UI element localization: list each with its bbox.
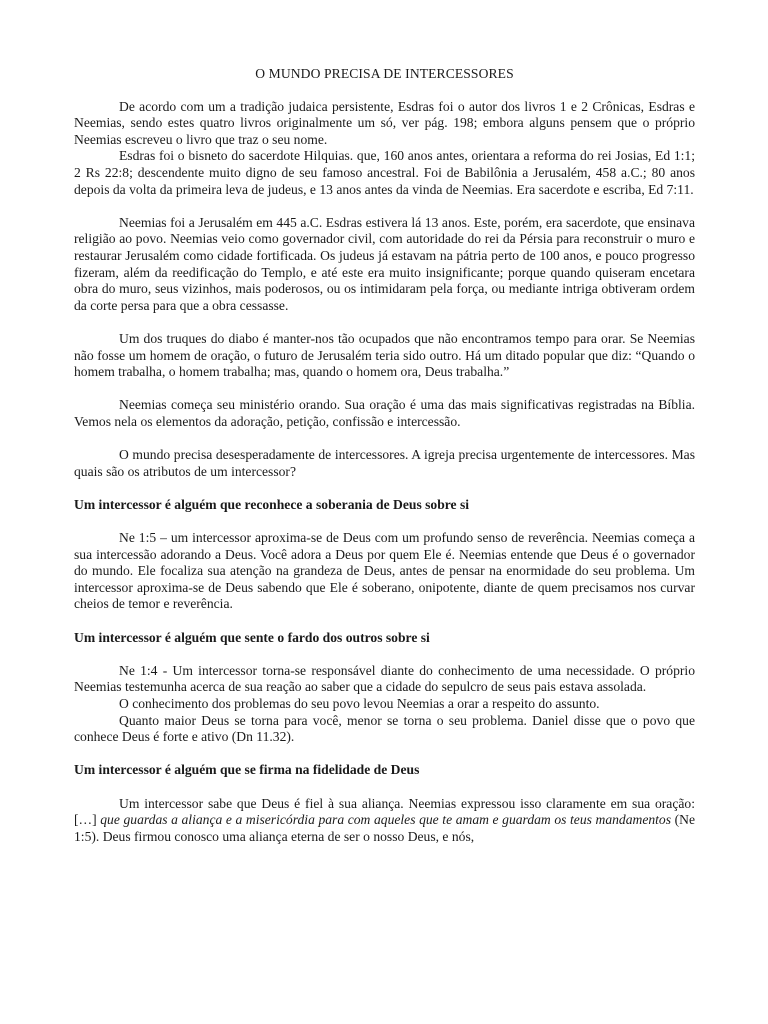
paragraph-gap xyxy=(74,381,695,398)
paragraph: Neemias começa seu ministério orando. Sua oração é uma das mais significativas registradas na Bíblia. Vemos nela os elementos da adoração, petição, confissão e intercessão. xyxy=(74,397,695,429)
paragraph-gap xyxy=(74,646,695,663)
paragraph: O conhecimento dos problemas do seu povo levou Neemias a orar a respeito do assunto. xyxy=(119,695,600,711)
paragraph-gap xyxy=(74,314,695,331)
paragraph: Ne 1:4 - Um intercessor torna-se responsável diante do conhecimento de uma necessidade. O próprio Neemias testemunha acerca de sua reação ao saber que a cidade do sepulcro de seus pais estava assolada. xyxy=(74,662,695,695)
paragraph: Ne 1:5 – um intercessor aproxima-se de Deus com um profundo senso de reverência. Neemias começa a sua intercessão adorando a Deus. Você adora a Deus por quem Ele é. Neemias entende que Deus é o governador do mundo. Ele focaliza sua atenção na grandeza de Deus, antes de pensar na enormidade do seu problema. Um intercessor aproxima-se de Deus sabendo que Ele é soberano, onipotente, diante de quem precisamos nos curvar cheios de temor e reverência. xyxy=(74,530,695,612)
paragraph: De acordo com um a tradição judaica persistente, Esdras foi o autor dos livros 1 e 2 Crônicas, Esdras e Neemias, sendo estes quatro livros originalmente um só, ver pág. 198; embora alguns pensem que o próprio Neemias escreveu o livro que traz o seu nome. xyxy=(74,98,695,147)
paragraph-gap xyxy=(74,198,695,215)
paragraph: Quanto maior Deus se torna para você, menor se torna o seu problema. Daniel disse que o povo que conhece Deus é forte e ativo (Dn 11.32). xyxy=(74,712,695,745)
bible-quote: que guardas a aliança e a misericórdia para com aqueles que te amam e guardam os teus mandamentos xyxy=(100,812,672,828)
paragraph-text: (Ne 1:5). Deus firmou conosco uma aliança eterna de ser o nosso Deus, e nós, xyxy=(74,812,696,844)
paragraph-gap xyxy=(74,430,695,447)
paragraph: O mundo precisa desesperadamente de intercessores. A igreja precisa urgentemente de intercessores. Mas quais são os atributos de um intercessor? xyxy=(74,447,695,479)
section-heading: Um intercessor é alguém que sente o fardo dos outros sobre si xyxy=(74,629,430,645)
paragraph: Esdras foi o bisneto do sacerdote Hilquias. que, 160 anos antes, orientara a reforma do rei Josias, Ed 1:1; 2 Rs 22:8; descendente muito digno de seu famoso ancestral. Foi de Babilônia a Jerusalém, 458 a.C.; 80 anos depois da volta da primeira leva de judeus, e 13 anos antes da vinda de Neemias. Era sacerdote e escriba, Ed 7:11. xyxy=(74,148,695,197)
paragraph-text: Um intercessor sabe que Deus é fiel à sua aliança. Neemias expressou isso claramente em sua oração: […] xyxy=(74,795,695,828)
document-page xyxy=(74,66,695,845)
section-heading: Um intercessor é alguém que reconhece a soberania de Deus sobre si xyxy=(74,496,470,512)
page-title: O MUNDO PRECISA DE INTERCESSORES xyxy=(255,66,514,81)
paragraph: Neemias foi a Jerusalém em 445 a.C. Esdras estivera lá 13 anos. Este, porém, era sacerdote, que ensinava religião ao povo. Neemias veio como governador civil, com autoridade do rei da Pérsia para reconstruir o muro e restaurar Jerusalém como cidade fortificada. Os judeus já estavam na pátria perto de 100 anos, e pouco progresso fizeram, além da reedificação do Templo, e até este era muito insignificante; porque quando quiseram encetara obra do muro, seus vizinhos, mais poderosos, ou os intimidaram pela força, ou mediante intriga obtiveram ordem da corte persa para que a obra cessasse. xyxy=(74,214,695,313)
paragraph xyxy=(74,796,695,846)
paragraph-gap xyxy=(74,779,695,796)
paragraph-gap xyxy=(74,613,695,630)
paragraph-gap xyxy=(74,480,695,497)
paragraph: Um dos truques do diabo é manter-nos tão ocupados que não encontramos tempo para orar. Se Neemias não fosse um homem de oração, o futuro de Jerusalém teria sido outro. Há um ditado popular que diz: “Quando o homem trabalha, o homem trabalha; mas, quando o homem ora, Deus trabalha.” xyxy=(74,330,695,380)
paragraph-gap xyxy=(74,746,695,763)
paragraph-gap xyxy=(74,513,695,530)
section-heading: Um intercessor é alguém que se firma na fidelidade de Deus xyxy=(74,762,420,778)
